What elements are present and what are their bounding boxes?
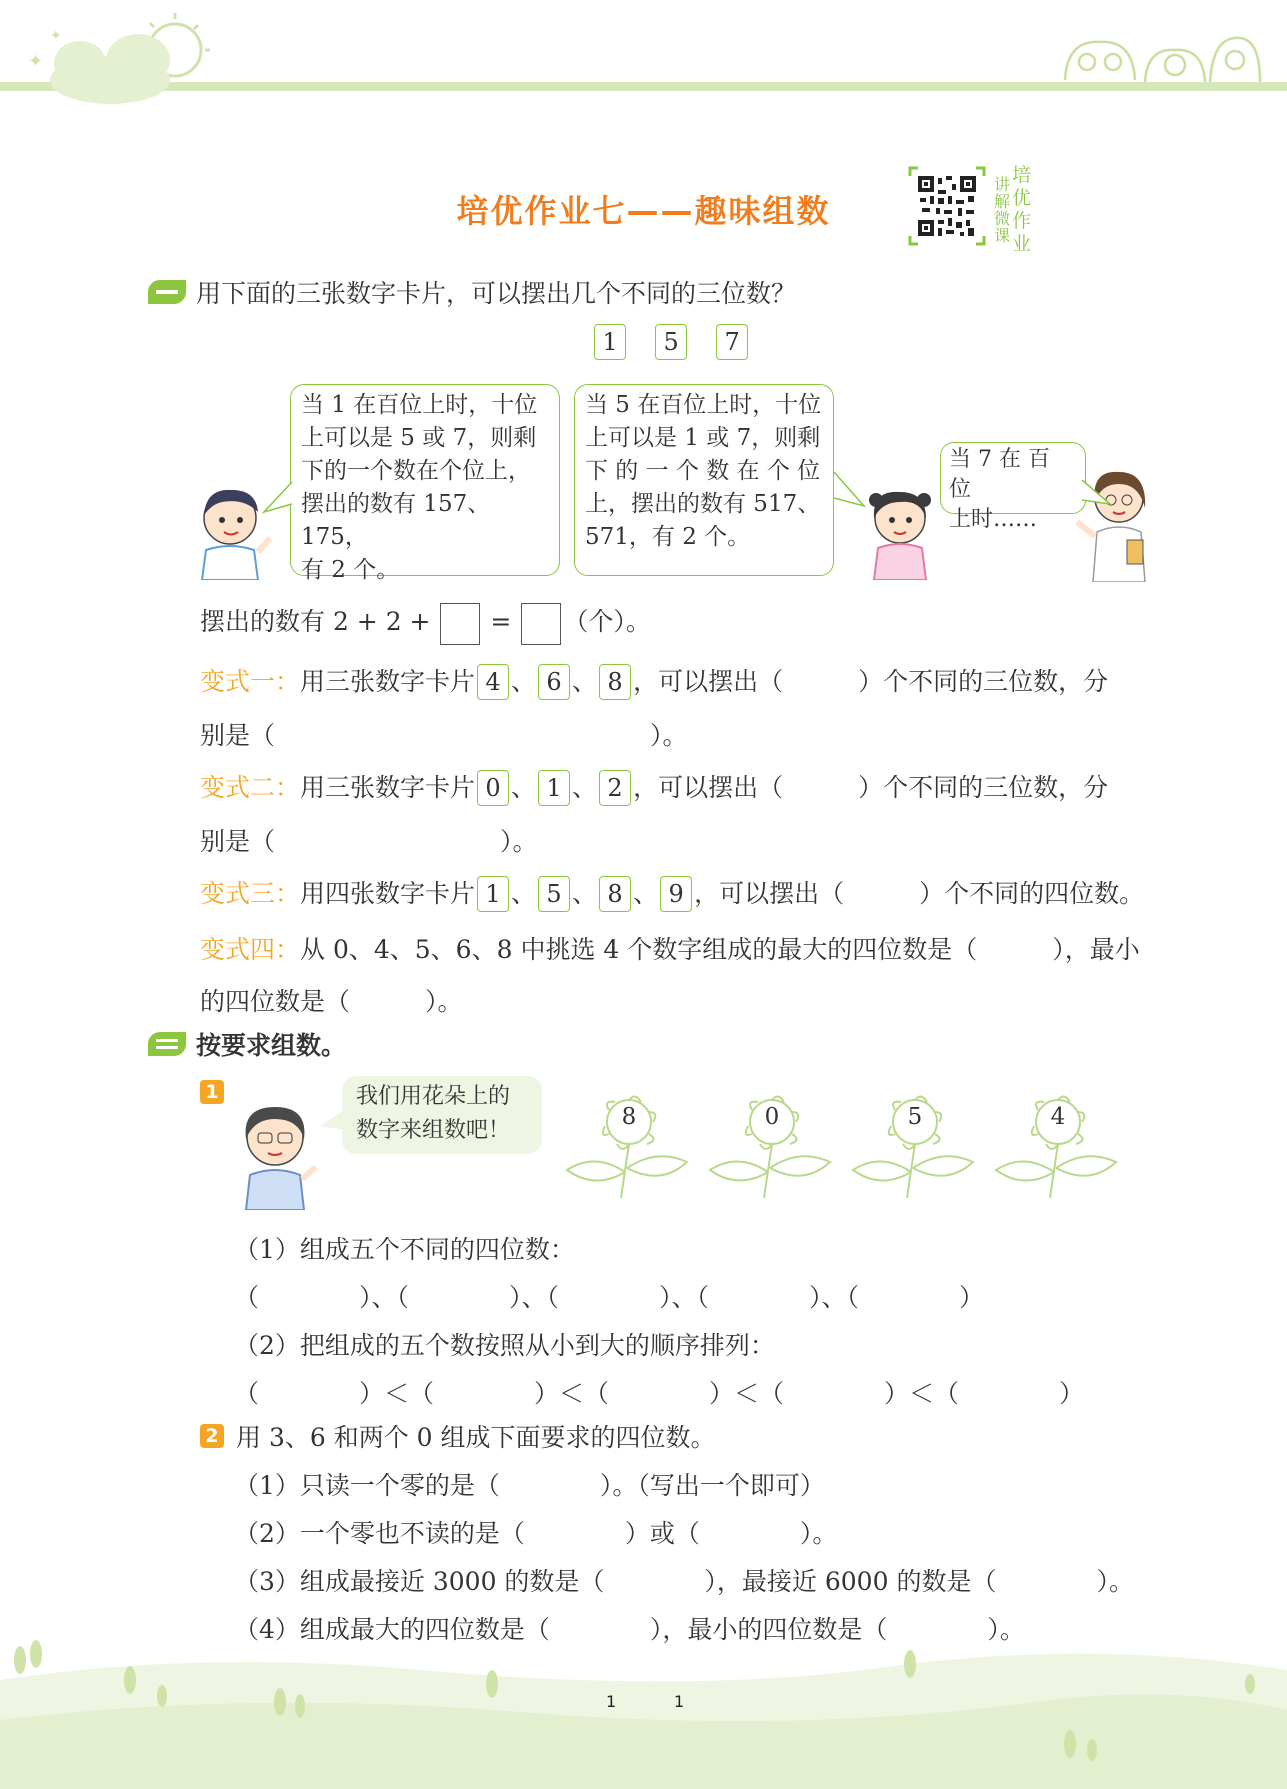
bubble-line: 上时…… — [949, 507, 1038, 532]
section2-heading: 按要求组数。 — [196, 1031, 347, 1060]
separator: 、 — [511, 879, 537, 908]
flower-row — [565, 1090, 1125, 1200]
bubble-tail — [318, 1108, 344, 1134]
section1-question: 用下面的三张数字卡片，可以摆出几个不同的三位数？ — [196, 279, 797, 308]
q1-part1: （1）组成五个不同的四位数： — [234, 1235, 575, 1264]
flower-digit: 0 — [764, 1104, 780, 1130]
flower — [994, 1090, 1119, 1200]
page-number-left: 1 — [606, 1692, 617, 1711]
digit-card: 5 — [655, 324, 687, 360]
separator: 、 — [511, 773, 537, 802]
flower-digit: 4 — [1050, 1104, 1066, 1130]
answer-box[interactable] — [521, 603, 561, 645]
flower — [565, 1090, 690, 1200]
variant-2-line2: 别是（ ）。 — [200, 827, 538, 856]
bubble-line: 上可以是 5 或 7，则剩 — [301, 425, 537, 451]
variant-4-line2: 的四位数是（ ）。 — [200, 987, 463, 1016]
section-badge-one — [148, 280, 186, 304]
q2-text: 用 3、6 和两个 0 组成下面要求的四位数。 — [236, 1423, 716, 1452]
digit-card: 2 — [599, 770, 631, 806]
variant-label: 变式四： — [200, 935, 301, 964]
variant-text: 从 0、4、5、6、8 中挑选 4 个数字组成的最大的四位数是（ ），最小 — [300, 935, 1140, 964]
sum-prefix: 摆出的数有 2 + 2 + — [200, 607, 439, 636]
digit-card: 6 — [538, 664, 570, 700]
question-number-badge: 2 — [200, 1424, 224, 1448]
digit-card: 4 — [477, 664, 509, 700]
q1-part1-blanks[interactable]: （ ）、（ ）、（ ）、（ ）、（ ） — [234, 1283, 985, 1312]
answer-box[interactable] — [440, 603, 480, 645]
variant-label: 变式一： — [200, 667, 301, 696]
svg-text:✦: ✦ — [28, 51, 44, 72]
flower-digit: 5 — [907, 1104, 923, 1130]
bubble-line: 我们用花朵上的 — [356, 1084, 511, 1109]
variant-1 — [200, 662, 1108, 702]
qr-label-homework: 培优作业 — [1012, 164, 1032, 255]
digit-card: 1 — [538, 770, 570, 806]
digit-card: 7 — [716, 324, 748, 360]
flower — [708, 1090, 833, 1200]
q1-part2-blanks[interactable]: （ ）＜（ ）＜（ ）＜（ ）＜（ ） — [234, 1379, 1085, 1408]
variant-text: ，可以摆出（ ）个不同的四位数。 — [694, 879, 1145, 908]
bubble-line: 上，摆出的数有 517、 — [585, 491, 821, 517]
bubble-tail — [262, 480, 294, 516]
svg-text:✦: ✦ — [50, 28, 62, 44]
bubble-line: 下的一个数在个位上， — [301, 458, 531, 484]
variant-text: ，可以摆出（ ）个不同的三位数，分 — [633, 773, 1109, 802]
bubble-line: 数字来组数吧！ — [356, 1118, 511, 1143]
variant-3 — [200, 874, 1144, 914]
digit-card: 8 — [599, 664, 631, 700]
kid-with-glasses-illustration — [230, 1095, 320, 1210]
digit-card: 5 — [538, 876, 570, 912]
animal-faces-decoration — [1055, 20, 1265, 90]
variant-text: 用三张数字卡片 — [300, 667, 476, 696]
qr-code[interactable] — [908, 166, 986, 246]
bubble-line: 摆出的数有 157、175， — [301, 491, 491, 550]
sum-suffix: （个）。 — [563, 607, 651, 636]
variant-text: 用四张数字卡片 — [300, 879, 476, 908]
variant-text: ，可以摆出（ ）个不同的三位数，分 — [633, 667, 1109, 696]
digit-card: 9 — [660, 876, 692, 912]
q2-part3[interactable]: （3）组成最接近 3000 的数是（ ），最接近 6000 的数是（ ）。 — [234, 1567, 1134, 1596]
bubble-tail — [1080, 478, 1114, 508]
separator: 、 — [572, 667, 598, 696]
separator: 、 — [511, 667, 537, 696]
page-number-right: 1 — [674, 1692, 685, 1711]
hint-bubble-2 — [574, 384, 834, 576]
q1-part2: （2）把组成的五个数按照从小到大的顺序排列： — [234, 1331, 775, 1360]
separator: 、 — [633, 879, 659, 908]
digit-card: 8 — [599, 876, 631, 912]
bubble-line: 下 的 一 个 数 在 个 位 — [585, 458, 821, 484]
bubble-tail — [832, 470, 866, 510]
variant-1-line2: 别是（ ）。 — [200, 721, 688, 750]
sun-cloud-decoration — [20, 5, 210, 110]
bubble-line: 当 1 在百位上时，十位 — [301, 392, 538, 418]
bubble-line: 当 5 在百位上时，十位 — [585, 392, 822, 418]
hint-bubble-1 — [290, 384, 560, 583]
variant-label: 变式三： — [200, 879, 301, 908]
bubble-line: 当 7 在 百 位 — [949, 447, 1050, 502]
digit-card: 1 — [594, 324, 626, 360]
separator: 、 — [572, 773, 598, 802]
flower — [851, 1090, 976, 1200]
q2-part4[interactable]: （4）组成最大的四位数是（ ），最小的四位数是（ ）。 — [234, 1615, 1025, 1644]
qr-code-icon — [908, 166, 986, 246]
question-number-badge: 1 — [200, 1080, 224, 1104]
bubble-line: 571，有 2 个。 — [585, 524, 751, 550]
kid-speech-bubble — [342, 1076, 542, 1154]
girl-illustration — [860, 480, 940, 580]
variant-4 — [200, 930, 1140, 966]
sum-equals: = — [490, 607, 512, 636]
variant-text: 用三张数字卡片 — [300, 773, 476, 802]
digit-card: 1 — [477, 876, 509, 912]
qr-label-micro-lesson: 讲解微课 — [994, 175, 1011, 245]
variant-label: 变式二： — [200, 773, 301, 802]
digit-card: 0 — [477, 770, 509, 806]
flower-digit: 8 — [621, 1104, 637, 1130]
page-title: 培优作业七——趣味组数 — [456, 192, 831, 230]
separator: 、 — [572, 879, 598, 908]
bubble-line: 上可以是 1 或 7，则剩 — [585, 425, 821, 451]
variant-2 — [200, 768, 1108, 808]
hint-bubble-3 — [940, 442, 1086, 532]
digit-cards — [592, 324, 750, 360]
q2-part1[interactable]: （1）只读一个零的是（ ）。（写出一个即可） — [234, 1471, 825, 1500]
section-badge-two — [148, 1032, 186, 1056]
sum-line — [200, 600, 651, 645]
bubble-line: 有 2 个。 — [301, 557, 400, 583]
q2-part2[interactable]: （2）一个零也不读的是（ ）或（ ）。 — [234, 1519, 838, 1548]
hills-decoration — [0, 1640, 1287, 1789]
